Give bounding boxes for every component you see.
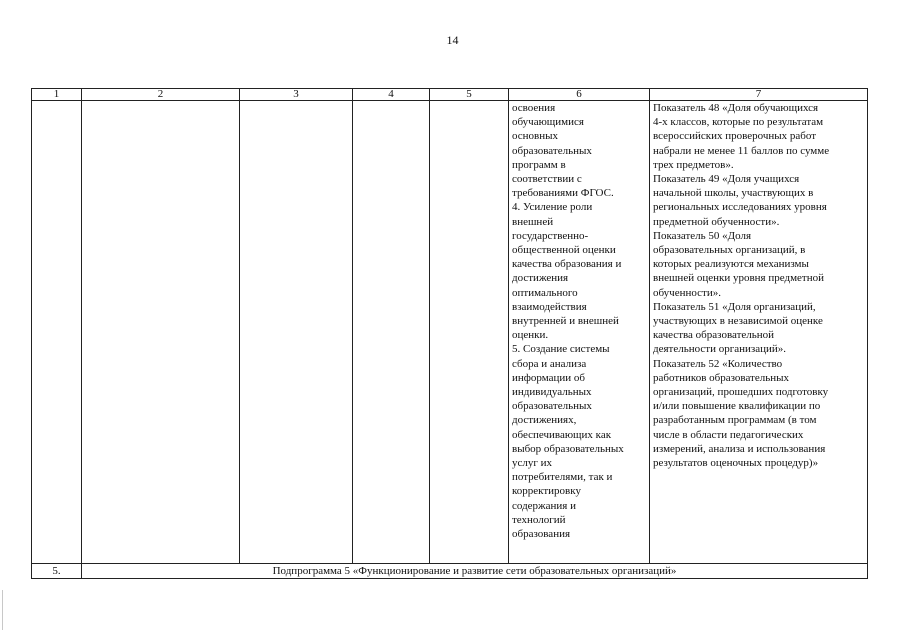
column-header-6: 6 <box>509 89 650 101</box>
table-row <box>32 101 868 564</box>
indicator-line: Показатель 50 «Доля <box>653 229 752 242</box>
subprogram-title: Подпрограмма 5 «Функционирование и развитие сети образовательных организаций» <box>82 564 868 579</box>
indicator-line: Показатель 48 «Доля обучающихся <box>653 102 819 114</box>
document-table <box>31 88 868 579</box>
indicators-text <box>653 101 864 470</box>
objective-line: требованиями ФГОС. <box>512 187 614 200</box>
objective-line: обучающимися <box>512 116 584 129</box>
indicator-line: трех предметов». <box>653 158 734 171</box>
objective-line: сбора и анализа <box>512 357 587 370</box>
indicator-line: набрали не менее 11 баллов по сумме <box>653 144 830 157</box>
objective-line: качества образования и <box>512 258 622 271</box>
page-number: 14 <box>446 33 459 47</box>
column-header-5: 5 <box>430 89 509 101</box>
indicator-line: работников образовательных <box>653 371 790 384</box>
subprogram-number: 5. <box>32 564 82 579</box>
cell-objectives <box>509 101 650 564</box>
cell-col-1 <box>32 101 82 564</box>
cell-col-4 <box>353 101 430 564</box>
column-header-4: 4 <box>353 89 430 101</box>
objective-line: программ в <box>512 158 566 171</box>
objective-line: образовательных <box>512 144 592 157</box>
objective-line: услуг их <box>512 457 553 470</box>
objective-line: внутренней и внешней <box>512 315 619 328</box>
indicator-line: Показатель 51 «Доля организаций, <box>653 300 816 313</box>
objective-line: содержания и <box>512 499 576 512</box>
objective-line: внешней <box>512 215 554 228</box>
objective-line: 4. Усиление роли <box>512 201 593 214</box>
objective-line: достижениях, <box>512 414 577 427</box>
subprogram-row <box>32 564 868 579</box>
indicator-line: региональных исследованиях уровня <box>653 201 827 214</box>
objective-line: освоения <box>512 102 556 114</box>
objective-line: информации об <box>512 371 586 384</box>
objective-line: оценки. <box>512 329 549 342</box>
indicator-line: 4-х классов, которые по результатам <box>653 116 824 129</box>
objective-line: 5. Создание системы <box>512 343 610 356</box>
objective-line: общественной оценки <box>512 244 616 257</box>
cell-col-3 <box>240 101 353 564</box>
objective-line: взаимодействия <box>512 300 587 313</box>
indicator-line: деятельности организаций». <box>653 343 787 356</box>
indicator-line: Показатель 52 «Количество <box>653 357 783 370</box>
scan-edge-mark <box>2 590 3 630</box>
cell-col-5 <box>430 101 509 564</box>
indicator-line: организаций, прошедших подготовку <box>653 386 829 399</box>
indicator-line: разработанным программам (в том <box>653 414 817 427</box>
objective-line: выбор образовательных <box>512 442 624 455</box>
indicator-line: всероссийских проверочных работ <box>653 130 817 143</box>
column-header-1: 1 <box>32 89 82 101</box>
indicator-line: образовательных организаций, в <box>653 244 806 257</box>
objective-line: соответствии с <box>512 173 582 186</box>
indicator-line: качества образовательной <box>653 329 775 342</box>
cell-col-2 <box>82 101 240 564</box>
objective-line: обеспечивающих как <box>512 428 612 441</box>
column-header-2: 2 <box>82 89 240 101</box>
objective-line: основных <box>512 130 559 143</box>
objective-line: потребителями, так и <box>512 471 613 484</box>
objective-line: корректировку <box>512 485 581 498</box>
objective-line: государственно- <box>512 229 589 242</box>
indicator-line: которых реализуются механизмы <box>653 258 809 271</box>
objective-line: оптимального <box>512 286 578 299</box>
indicator-line: Показатель 49 «Доля учащихся <box>653 173 800 186</box>
objective-line: образовательных <box>512 400 592 413</box>
column-header-3: 3 <box>240 89 353 101</box>
header-row <box>32 89 868 101</box>
indicator-line: измерений, анализа и использования <box>653 442 826 455</box>
indicator-line: и/или повышение квалификации по <box>653 400 821 413</box>
objective-line: индивидуальных <box>512 386 592 399</box>
objective-line: технологий <box>512 513 566 526</box>
column-header-7: 7 <box>650 89 868 101</box>
objectives-text <box>512 101 646 541</box>
cell-indicators <box>650 101 868 564</box>
objective-line: образования <box>512 528 571 541</box>
indicator-line: внешней оценки уровня предметной <box>653 272 825 285</box>
indicator-line: участвующих в независимой оценке <box>653 315 823 328</box>
objective-line: достижения <box>512 272 569 285</box>
indicator-line: начальной школы, участвующих в <box>653 187 814 200</box>
indicator-line: числе в области педагогических <box>653 428 804 441</box>
indicator-line: результатов оценочных процедур)» <box>653 457 819 470</box>
indicator-line: предметной обученности». <box>653 215 780 228</box>
indicator-line: обученности». <box>653 286 721 299</box>
